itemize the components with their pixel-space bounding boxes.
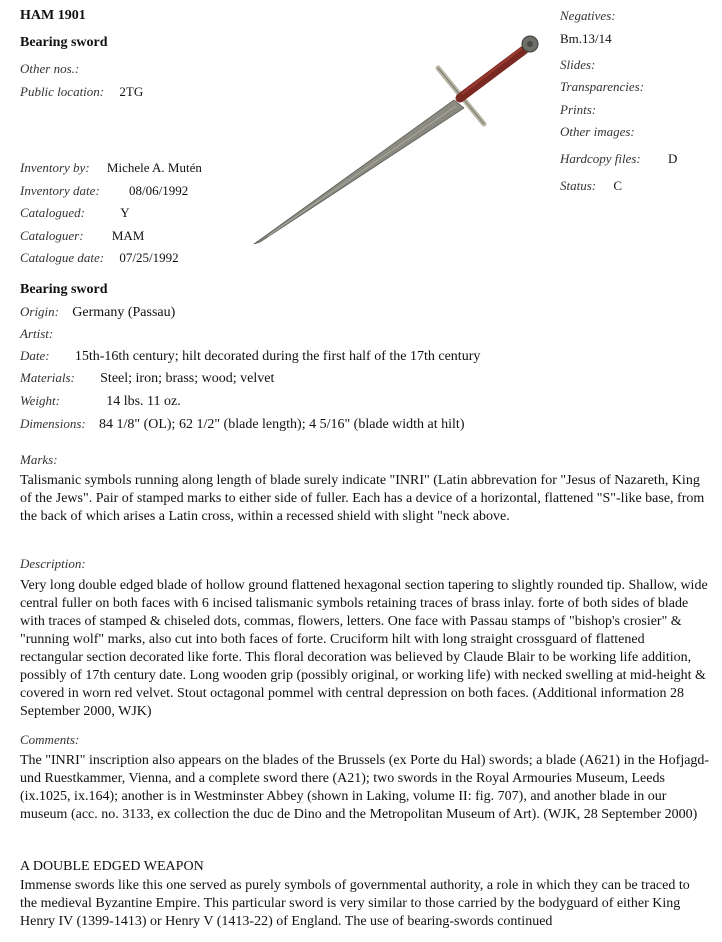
blade-shape [254,100,464,244]
other-images-row [560,124,635,140]
inventory-by-value: Michele A. Mutén [106,160,202,175]
materials-value: Steel; iron; brass; wood; velvet [100,371,275,386]
hardcopy-label: Hardcopy files: [560,151,641,166]
catalogue-date-value: 07/25/1992 [119,250,179,265]
essay-text: Immense swords like this one served as purely symbols of governmental authority, a role in which they can be traced to the medieval Byzantine Empire. This particular sword is very similar to those carried by the bodyguard of either King Henry IV (1399-1413) or Henry V (1413-22) of England. The use of bearing-swords continued [20,878,690,929]
comments-label: Comments: [20,732,80,747]
other-nos-label: Other nos.: [20,61,80,76]
catalogue-date-row [20,250,179,266]
blade-fuller [268,106,456,236]
grip [460,50,524,98]
transparencies-row [560,79,644,95]
origin-row [20,304,175,321]
date-value: 15th-16th century; hilt decorated during the first half of the 17th century [74,349,481,364]
inventory-by-label: Inventory by: [20,160,90,175]
inventory-date-label: Inventory date: [20,183,100,198]
transparencies-label: Transparencies: [560,79,645,94]
other-nos-row [20,61,79,77]
description-text: Very long double edged blade of hollow ground flattened hexagonal section tapering to slightly rounded tip. Shallow, wide central fuller on both faces with 6 incised talismanic symbols retaining traces of brass inlay. forte of both sides of blade with traces of stamped & chiseled dots, commas, flowers, letters. One face with Passau stamps of "bishop's crosier" & "running wolf" marks, also cut into both faces of forte. Cruciform hilt with long straight crossguard of flattened rectangular section decorated like forte. This floral decoration was believed by Claude Blair to be working life addition, possibly of 17th century date. Long wooden grip (possibly original, or working life) with necked swelling at mid-height & covered in worn red velvet. Stout octagonal pommel with central depression on both faces. (Additional information 28 September 2000, WJK) [20,578,708,719]
catalogued-row [20,205,130,221]
prints-label: Prints: [560,102,597,117]
slides-label: Slides: [560,57,596,72]
other-images-label: Other images: [560,124,635,139]
record-id: HAM 1901 [20,8,86,23]
public-location-row [20,84,143,100]
sword-illustration [248,30,548,250]
negatives-value: Bm.13/14 [560,31,612,46]
slides-row [560,57,595,73]
inventory-date-value: 08/06/1992 [129,183,189,198]
materials-label: Materials: [20,370,75,385]
prints-row [560,102,596,118]
dimensions-label: Dimensions: [20,416,86,431]
weight-row [20,393,181,410]
catalogued-label: Catalogued: [20,205,85,220]
materials-row [20,370,274,387]
weight-label: Weight: [20,393,60,408]
status-value: C [613,178,623,193]
negatives-label-row [560,8,616,24]
artist-label: Artist: [20,326,54,341]
essay-heading: A DOUBLE EDGED WEAPON [20,859,204,874]
catalogued-value: Y [120,205,130,220]
negatives-value-row [560,31,612,47]
marks-label: Marks: [20,452,58,467]
cataloguer-label: Cataloguer: [20,228,84,243]
weight-value: 14 lbs. 11 oz. [106,394,181,409]
description-label: Description: [20,556,86,571]
hardcopy-value: D [668,151,678,166]
origin-label: Origin: [20,304,59,319]
inventory-by-row [20,160,202,176]
cataloguer-value: MAM [111,228,145,243]
date-label: Date: [20,348,50,363]
hardcopy-row [560,151,677,167]
negatives-label: Negatives: [560,8,616,23]
comments-text: The "INRI" inscription also appears on the blades of the Brussels (ex Porte du Hal) swords; a blade (A621) in the Hofjagd- und Ruestkammer, Vienna, and a complete sword there (A21); two swords in the Royal Armouries Museum, Leeds (ix.1025, ix.164); another is in Westminster Abbey (shown in Laking, volume II: fig. 707), and another blade in our museum (acc. no. 3133, ex collection the duc de Dino and the Metropolitan Museum of Art). (WJK, 28 September 2000) [20,753,710,822]
dimensions-value: 84 1/8" (OL); 62 1/2" (blade length); 4 5/16" (blade width at hilt) [98,417,465,432]
record-title: Bearing sword [20,35,108,50]
status-row [560,178,622,194]
pommel-center [527,41,533,47]
marks-text: Talismanic symbols running along length of blade surely indicate "INRI" (Latin abbrevation for "Jesus of Nazareth, King of the Jews". Pair of stamped marks to either side of fuller. Each has a device of a horizontal, flattened "S"-like base, from the back of which arises a Latin cross, within a recessed shield with slight "neck above. [20,473,705,524]
grip-highlight [462,48,522,94]
inventory-date-row [20,183,188,199]
status-label: Status: [560,178,597,193]
date-row [20,348,480,365]
dimensions-row [20,416,465,433]
catalogue-date-label: Catalogue date: [20,250,105,265]
origin-value: Germany (Passau) [72,305,176,320]
object-name: Bearing sword [20,282,108,297]
public-location-value: 2TG [119,84,144,99]
public-location-label: Public location: [20,84,105,99]
artist-row [20,326,53,342]
cataloguer-row [20,228,144,244]
